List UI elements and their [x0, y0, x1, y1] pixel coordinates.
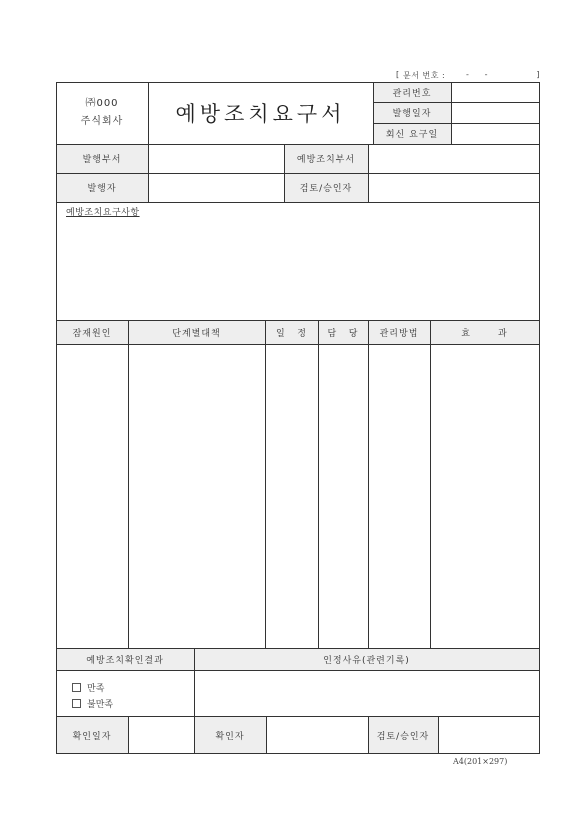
- mgmt-method-cell[interactable]: [369, 345, 430, 648]
- confirmer-field[interactable]: [266, 716, 368, 754]
- reviewer-field[interactable]: [368, 173, 539, 202]
- reason-field[interactable]: [195, 671, 539, 716]
- form-frame: [56, 82, 540, 754]
- col-header-step-measures: 단계별대책: [172, 328, 221, 339]
- confirmer-label: 확인자: [215, 731, 245, 742]
- option-satisfied-label: 만족: [87, 683, 105, 694]
- confirm-date-label: 확인일자: [72, 731, 112, 742]
- request-label: 예방조치요구사항: [66, 208, 140, 218]
- request-field[interactable]: [57, 217, 539, 319]
- issue-dept-field[interactable]: [148, 144, 284, 173]
- doc-number-close-bracket: ]: [536, 70, 540, 79]
- issuer-label: 발행자: [87, 184, 117, 194]
- doc-number-dashes: - -: [466, 70, 488, 79]
- company-line-1: ㈜000: [85, 98, 119, 109]
- potential-cause-cell[interactable]: [57, 345, 128, 648]
- effect-cell[interactable]: [431, 345, 539, 648]
- prevent-dept-field[interactable]: [368, 144, 539, 173]
- rule-info-bottom: [56, 202, 540, 203]
- step-measures-cell[interactable]: [129, 345, 265, 648]
- page-title: 예방조치요구서: [175, 102, 346, 126]
- doc-number-label: 문서 번호 :: [403, 71, 446, 80]
- issue-date-field[interactable]: [451, 102, 539, 123]
- mgmt-number-label: 관리번호: [392, 88, 432, 99]
- company-line-2: 주식회사: [80, 116, 124, 127]
- border-right: [539, 82, 540, 754]
- checkbox-unsatisfied[interactable]: [72, 699, 81, 708]
- option-unsatisfied-label: 불만족: [87, 699, 114, 710]
- checkbox-satisfied[interactable]: [72, 683, 81, 692]
- owner-cell[interactable]: [319, 345, 368, 648]
- col-header-mgmt-method: 관리방법: [379, 328, 419, 339]
- issue-date-label: 발행일자: [392, 109, 432, 119]
- reviewer-label: 검토/승인자: [299, 184, 353, 194]
- reply-due-label: 회신 요구일: [385, 130, 439, 140]
- paper-size-note: A4(201×297): [453, 757, 508, 766]
- col-header-owner: 담 당: [327, 328, 359, 339]
- mgmt-number-field[interactable]: [451, 82, 539, 102]
- result-options: [72, 679, 113, 711]
- issue-dept-label: 발행부서: [82, 155, 122, 165]
- col-header-effect: 효 과: [461, 328, 508, 339]
- prevent-dept-label: 예방조치부서: [296, 155, 356, 165]
- approver-field[interactable]: [438, 716, 539, 754]
- reply-due-field[interactable]: [451, 123, 539, 144]
- result-label: 예방조치확인결과: [86, 655, 164, 666]
- issuer-field[interactable]: [148, 173, 284, 202]
- col-header-schedule: 일 정: [276, 328, 307, 339]
- reason-label: 인정사유(관련기록): [323, 655, 410, 666]
- approver-label: 검토/승인자: [376, 731, 430, 742]
- company-name: [56, 82, 148, 144]
- option-unsatisfied[interactable]: [72, 695, 113, 711]
- schedule-cell[interactable]: [266, 345, 318, 648]
- confirm-date-field[interactable]: [128, 716, 194, 754]
- option-satisfied[interactable]: [72, 679, 113, 695]
- doc-number-open-bracket: [: [396, 70, 400, 79]
- col-header-potential-cause: 잠재원인: [72, 328, 112, 339]
